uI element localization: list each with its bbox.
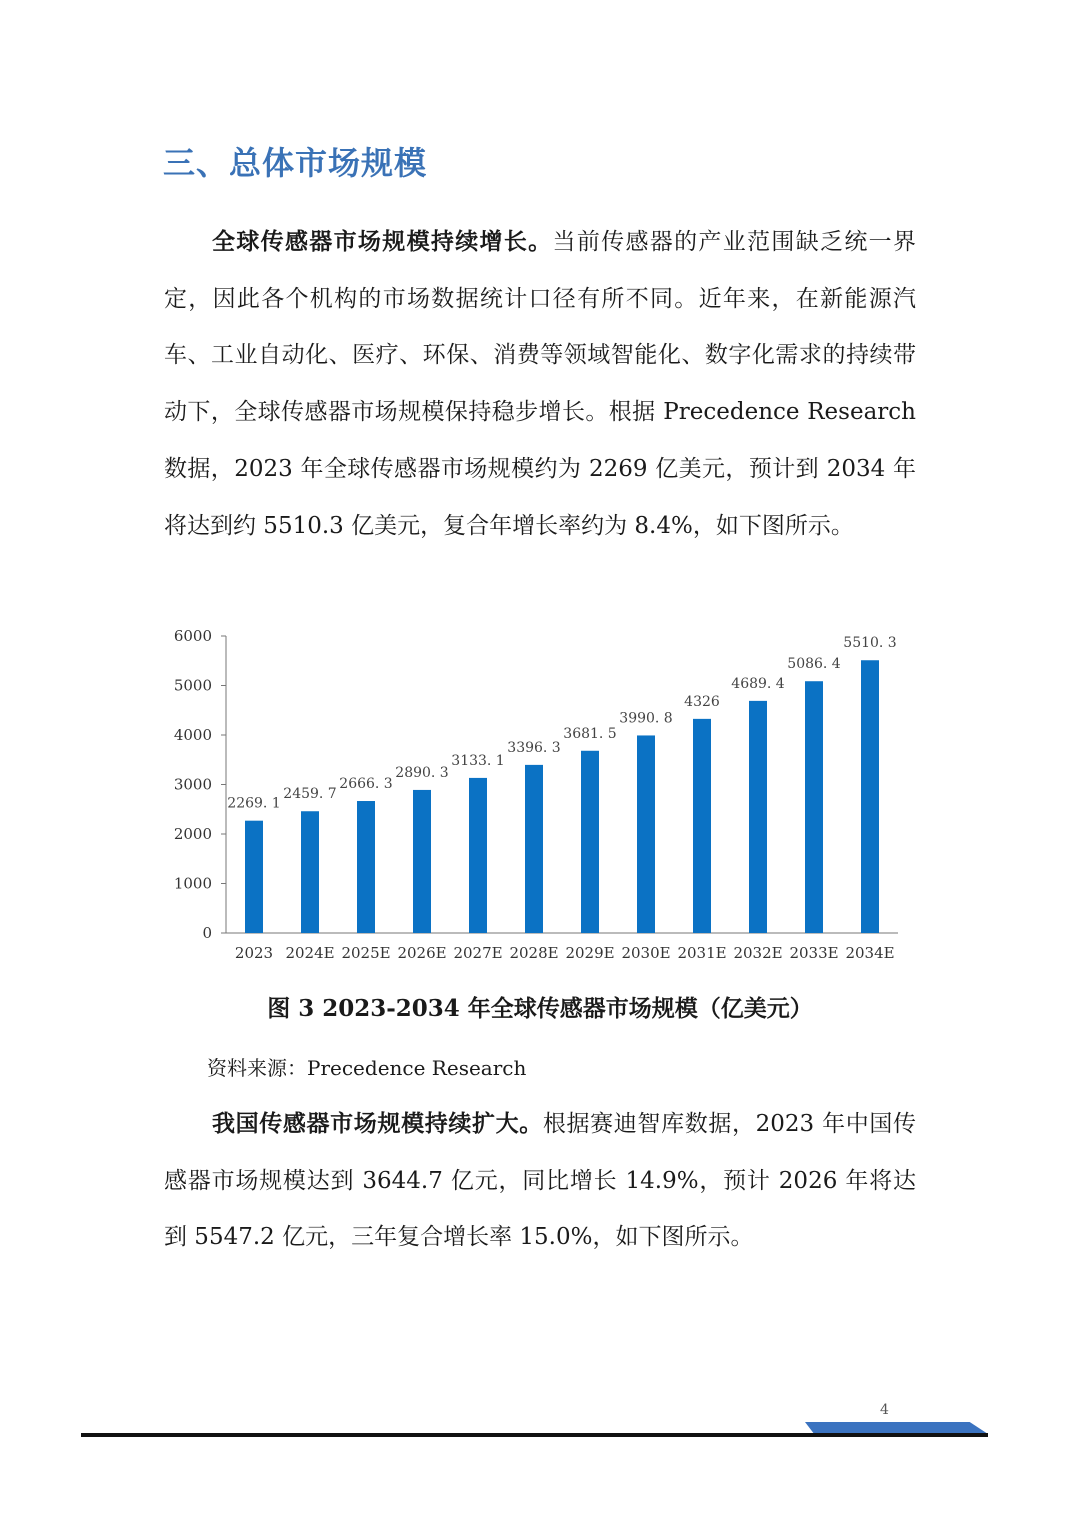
x-tick-label: 2034E xyxy=(845,944,895,962)
bar xyxy=(245,821,263,933)
bar xyxy=(637,735,655,933)
data-label: 2269. 1 xyxy=(227,795,281,812)
data-label: 3990. 8 xyxy=(619,710,673,727)
page-number: 4 xyxy=(880,1402,889,1418)
paragraph-body: 当前传感器的产业范围缺乏统一界定，因此各个机构的市场数据统计口径有所不同。近年来，在新能源汽车、工业自动化、医疗、环保、消费等领域智能化、数字化需求的持续带动下，全球传感器市场规模保持稳步增长。根据 Precedence Research 数据，2023 年全球传感器市场规模约为 2269 亿美元，预计到 2034 年将达到约 5510.3 亿美元，复合年增长率约为 8.4%，如下图所示。 xyxy=(164,229,917,539)
bar xyxy=(749,701,767,933)
data-label: 2890. 3 xyxy=(395,764,449,781)
y-tick-label: 3000 xyxy=(173,775,212,794)
data-label: 5510. 3 xyxy=(843,635,897,652)
bar xyxy=(525,765,543,933)
bar xyxy=(469,778,487,933)
data-label: 3396. 3 xyxy=(507,739,561,756)
bar xyxy=(413,790,431,933)
bar xyxy=(805,681,823,933)
y-tick-label: 0 xyxy=(202,924,212,942)
x-tick-label: 2028E xyxy=(509,944,559,962)
paragraph-china-market xyxy=(164,1096,916,1266)
y-tick-label: 6000 xyxy=(173,627,212,645)
paragraph-lead: 全球传感器市场规模持续增长。 xyxy=(212,228,553,255)
section-heading: 三、总体市场规模 xyxy=(163,144,428,182)
x-tick-label: 2031E xyxy=(677,944,727,962)
data-label: 4326 xyxy=(684,693,720,710)
paragraph-lead: 我国传感器市场规模持续扩大。 xyxy=(212,1110,543,1137)
y-tick-label: 5000 xyxy=(173,676,212,695)
y-tick-label: 1000 xyxy=(173,874,212,893)
bar xyxy=(357,801,375,933)
y-tick-label: 4000 xyxy=(173,726,212,744)
paragraph-body: 根据赛迪智库数据，2023 年中国传感器市场规模达到 3644.7 亿元，同比增长 14.9%，预计 2026 年将达到 5547.2 亿元，三年复合增长率 15.0%，如下图所示。 xyxy=(164,1111,916,1251)
data-label: 4689. 4 xyxy=(731,675,785,692)
bar xyxy=(581,751,599,933)
x-tick-label: 2030E xyxy=(621,944,671,962)
x-tick-label: 2024E xyxy=(285,944,335,962)
paragraph-global-market xyxy=(164,214,916,554)
data-label: 2666. 3 xyxy=(339,776,393,793)
market-size-bar-chart xyxy=(160,618,920,970)
data-label: 3681. 5 xyxy=(563,725,617,742)
x-tick-label: 2023 xyxy=(234,944,274,962)
x-tick-label: 2025E xyxy=(341,944,391,962)
x-tick-label: 2032E xyxy=(733,944,783,962)
data-label: 2459. 7 xyxy=(283,786,337,803)
footer-rule xyxy=(81,1433,988,1437)
x-tick-label: 2029E xyxy=(565,944,615,962)
bar xyxy=(693,719,711,933)
data-label: 3133. 1 xyxy=(451,752,505,769)
x-tick-label: 2027E xyxy=(453,944,503,962)
x-tick-label: 2033E xyxy=(789,944,839,962)
y-tick-label: 2000 xyxy=(173,825,212,843)
data-label: 5086. 4 xyxy=(787,656,841,673)
source-note: 资料来源：Precedence Research xyxy=(207,1056,527,1080)
figure-caption: 图 3 2023-2034 年全球传感器市场规模（亿美元） xyxy=(267,995,813,1022)
bar xyxy=(301,811,319,933)
bar xyxy=(861,660,879,933)
x-tick-label: 2026E xyxy=(397,944,447,962)
